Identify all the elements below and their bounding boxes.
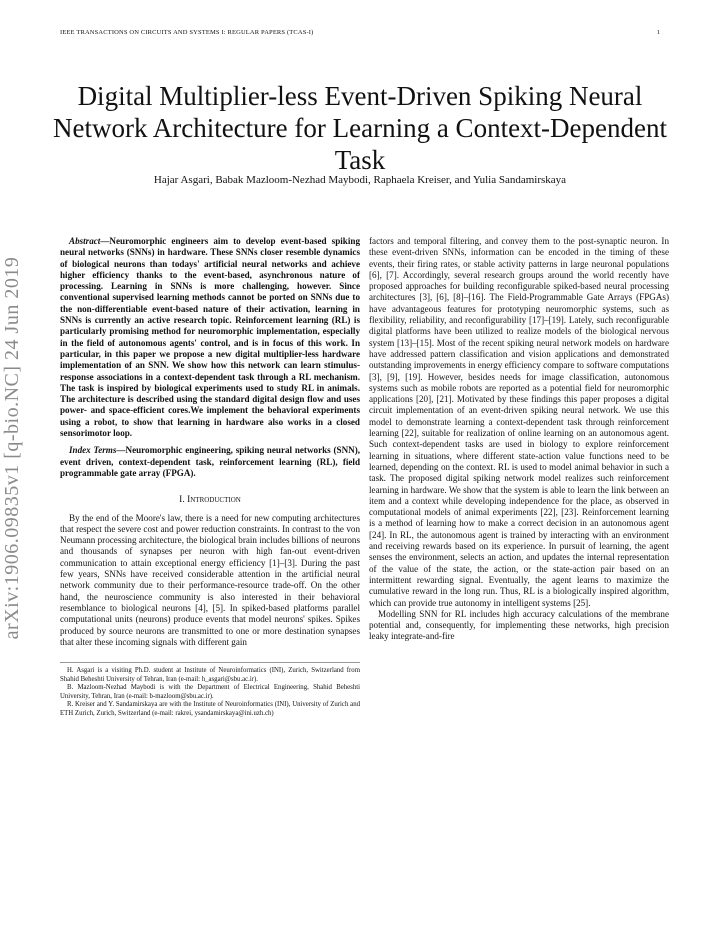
abstract xyxy=(60,236,360,439)
author-list: Hajar Asgari, Babak Mazloom-Nezhad Maybodi, Raphaela Kreiser, and Yulia Sandamirskaya xyxy=(153,174,567,186)
page-number: 1 xyxy=(656,29,660,36)
intro-paragraph-3: Modelling SNN for RL includes high accuracy calculations of the membrane potential and, consequently, for implementing these networks, high precision leaky integrate-and-fire xyxy=(369,608,669,642)
footnote-asgari: H. Asgari is a visiting Ph.D. student at Institute of Neuroinformatics (INI), Zurich, Switzerland from Shahid Beheshti University of Tehran, Iran (e-mail: h_asgari@sbu.ac.ir). xyxy=(60,667,360,683)
abstract-text: —Neuromorphic engineers aim to develop event-based spiking neural networks (SNNs) in hardware. These SNNs closer resemble dynamics of biological neurons than todays' artificial neural networks and achieve higher efficiency thanks to the event-based, asynchronous nature of processing. Learning in SNNs is more challenging, however. Since conventional supervised learning methods cannot be ported on SNNs due to the non-differentiable event-based nature of their activation, learning in SNNs is currently an active research topic. Reinforcement learning (RL) is particularly promising method for neuromorphic implementation, especially in the field of autonomous agents' control, and is in focus of this work. In particular, in this paper we propose a new digital multiplier-less hardware implementation of an SNN. We show how this network can learn stimulus-response associations in a context-dependent task through a RL mechanism. The task is inspired by biological experiments used to study RL in animals. The architecture is described using the standard digital design flow and uses power- and space-efficient cores.We implement the behavioral experiments using a robot, to show that learning in hardware also works in a closed sensorimotor loop. xyxy=(60,236,360,439)
index-terms-lead: Index Terms xyxy=(69,445,117,456)
section-heading-introduction: I. Introduction xyxy=(179,495,241,506)
footnote-kreiser-sandamirskaya: R. Kreiser and Y. Sandamirskaya are with the Institute of Neuroinformatics (INI), University of Zurich and ETH Zurich, Zurich, Switzerland (e-mail: rakrei, ysandamirskaya@ini.uzh.ch) xyxy=(60,701,360,717)
arxiv-identifier-stamp: arXiv:1906.09835v1 [q-bio.NC] 24 Jun 2019 xyxy=(1,256,23,640)
index-terms-text: —Neuromorphic engineering, spiking neural networks (SNN), event driven, context-dependent task, reinforcement learning (RL), field programmable gate array (FPGA). xyxy=(60,445,360,478)
intro-paragraph-2: factors and temporal filtering, and convey them to the post-synaptic neuron. In these event-driven SNNs, information can be encoded in the timing of these events, their firing rates, or stable activity patterns in large neuronal populations [6], [7]. Accordingly, several research groups around the world recently have proposed approaches for building reconfigurable spiked-based neural processing architectures [3], [6], [8]–[16]. The Field-Programmable Gate Arrays (FPGAs) have advantageous features for prototyping neuromorphic systems, such as flexibility, reliability, and reconfigurability [17]–[19]. Lately, such reconfigurable digital platforms have been utilized to realize models of the biological nervous system [13]–[15]. Most of the recent spiking neural network models on hardware have addressed pattern classification and vision applications and demonstrated outstanding improvements in energy efficiency compare to software computations [3], [9], [19]. However, besides needs for image classification, autonomous systems such as mobile robots are reported as a potential field for neuromorphic applications [20], [21]. Motivated by these findings this paper proposes a digital circuit implementation of an event-driven spiking neural network. We use this model to demonstrate learning a context-dependent task through reinforcement learning [22], suitable for realization of online learning on an autonomous agent. Such context-dependent tasks are used in biology to explore reinforcement learning in situations, where different state-action value functions need to be learned, depending on the context. RL is used to model animal behavior in such a task. The proposed digital spiking network model realizes such reinforcement learning in hardware. We show that the system is able to learn the link between an item and a context while developing independence for the place, as observed in computational models of animal experiments [22], [23]. Reinforcement learning is a method of learning how to make a correct decision in an autonomous agent [24]. In RL, the autonomous agent is trained by interacting with an environment and receiving rewards based on its experience. In pursuit of learning, the agent senses the environment, selects an action, and updates the internal representation of the value of the state, the action, or the state-action pair based on an intermittent rewarding signal. Eventually, the agent learns to maximize the cumulative reward in the long run. Thus, RL is a biologically inspired algorithm, which can provide true autonomy in intelligent systems [25]. xyxy=(369,236,669,608)
journal-header: IEEE TRANSACTIONS ON CIRCUITS AND SYSTEMS I: REGULAR PAPERS (TCAS-I) xyxy=(60,29,314,36)
author-footnotes xyxy=(60,662,360,718)
index-terms xyxy=(60,445,360,479)
abstract-lead: Abstract xyxy=(69,236,101,246)
intro-paragraph-1: By the end of the Moore's law, there is a need for new computing architectures that respect the severe cost and power reduction constraints. In contrast to the von Neumann processing architecture, the biological brain includes billions of neurons and thousands of synapses per neuron with high fan-out event-driven communication to attain exceptional energy efficiency [1]–[3]. During the past few years, SNNs have received considerable attention in the artificial neural network community due to their performance-resource trade-off. On the other hand, the neuroscience community is also interested in their behavioral resemblance to biological neurons [4], [5]. In spiked-based platforms parallel computational units (neurons) produce events that model neurons' spikes. Spikes produced by source neurons are transmitted to one or more destination synapses that alter these incoming signals with different gain xyxy=(60,512,361,647)
left-column xyxy=(60,236,360,718)
right-column xyxy=(369,236,669,643)
footnote-maybodi: B. Mazloom-Nezhad Maybodi is with the Department of Electrical Engineering, Shahid Beheshti University, Tehran, Iran (e-mail: b-mazloom@sbu.ac.ir). xyxy=(60,684,360,700)
paper-title: Digital Multiplier-less Event-Driven Spiking Neural Network Architecture for Learning a Context-Dependent Task xyxy=(52,81,667,176)
